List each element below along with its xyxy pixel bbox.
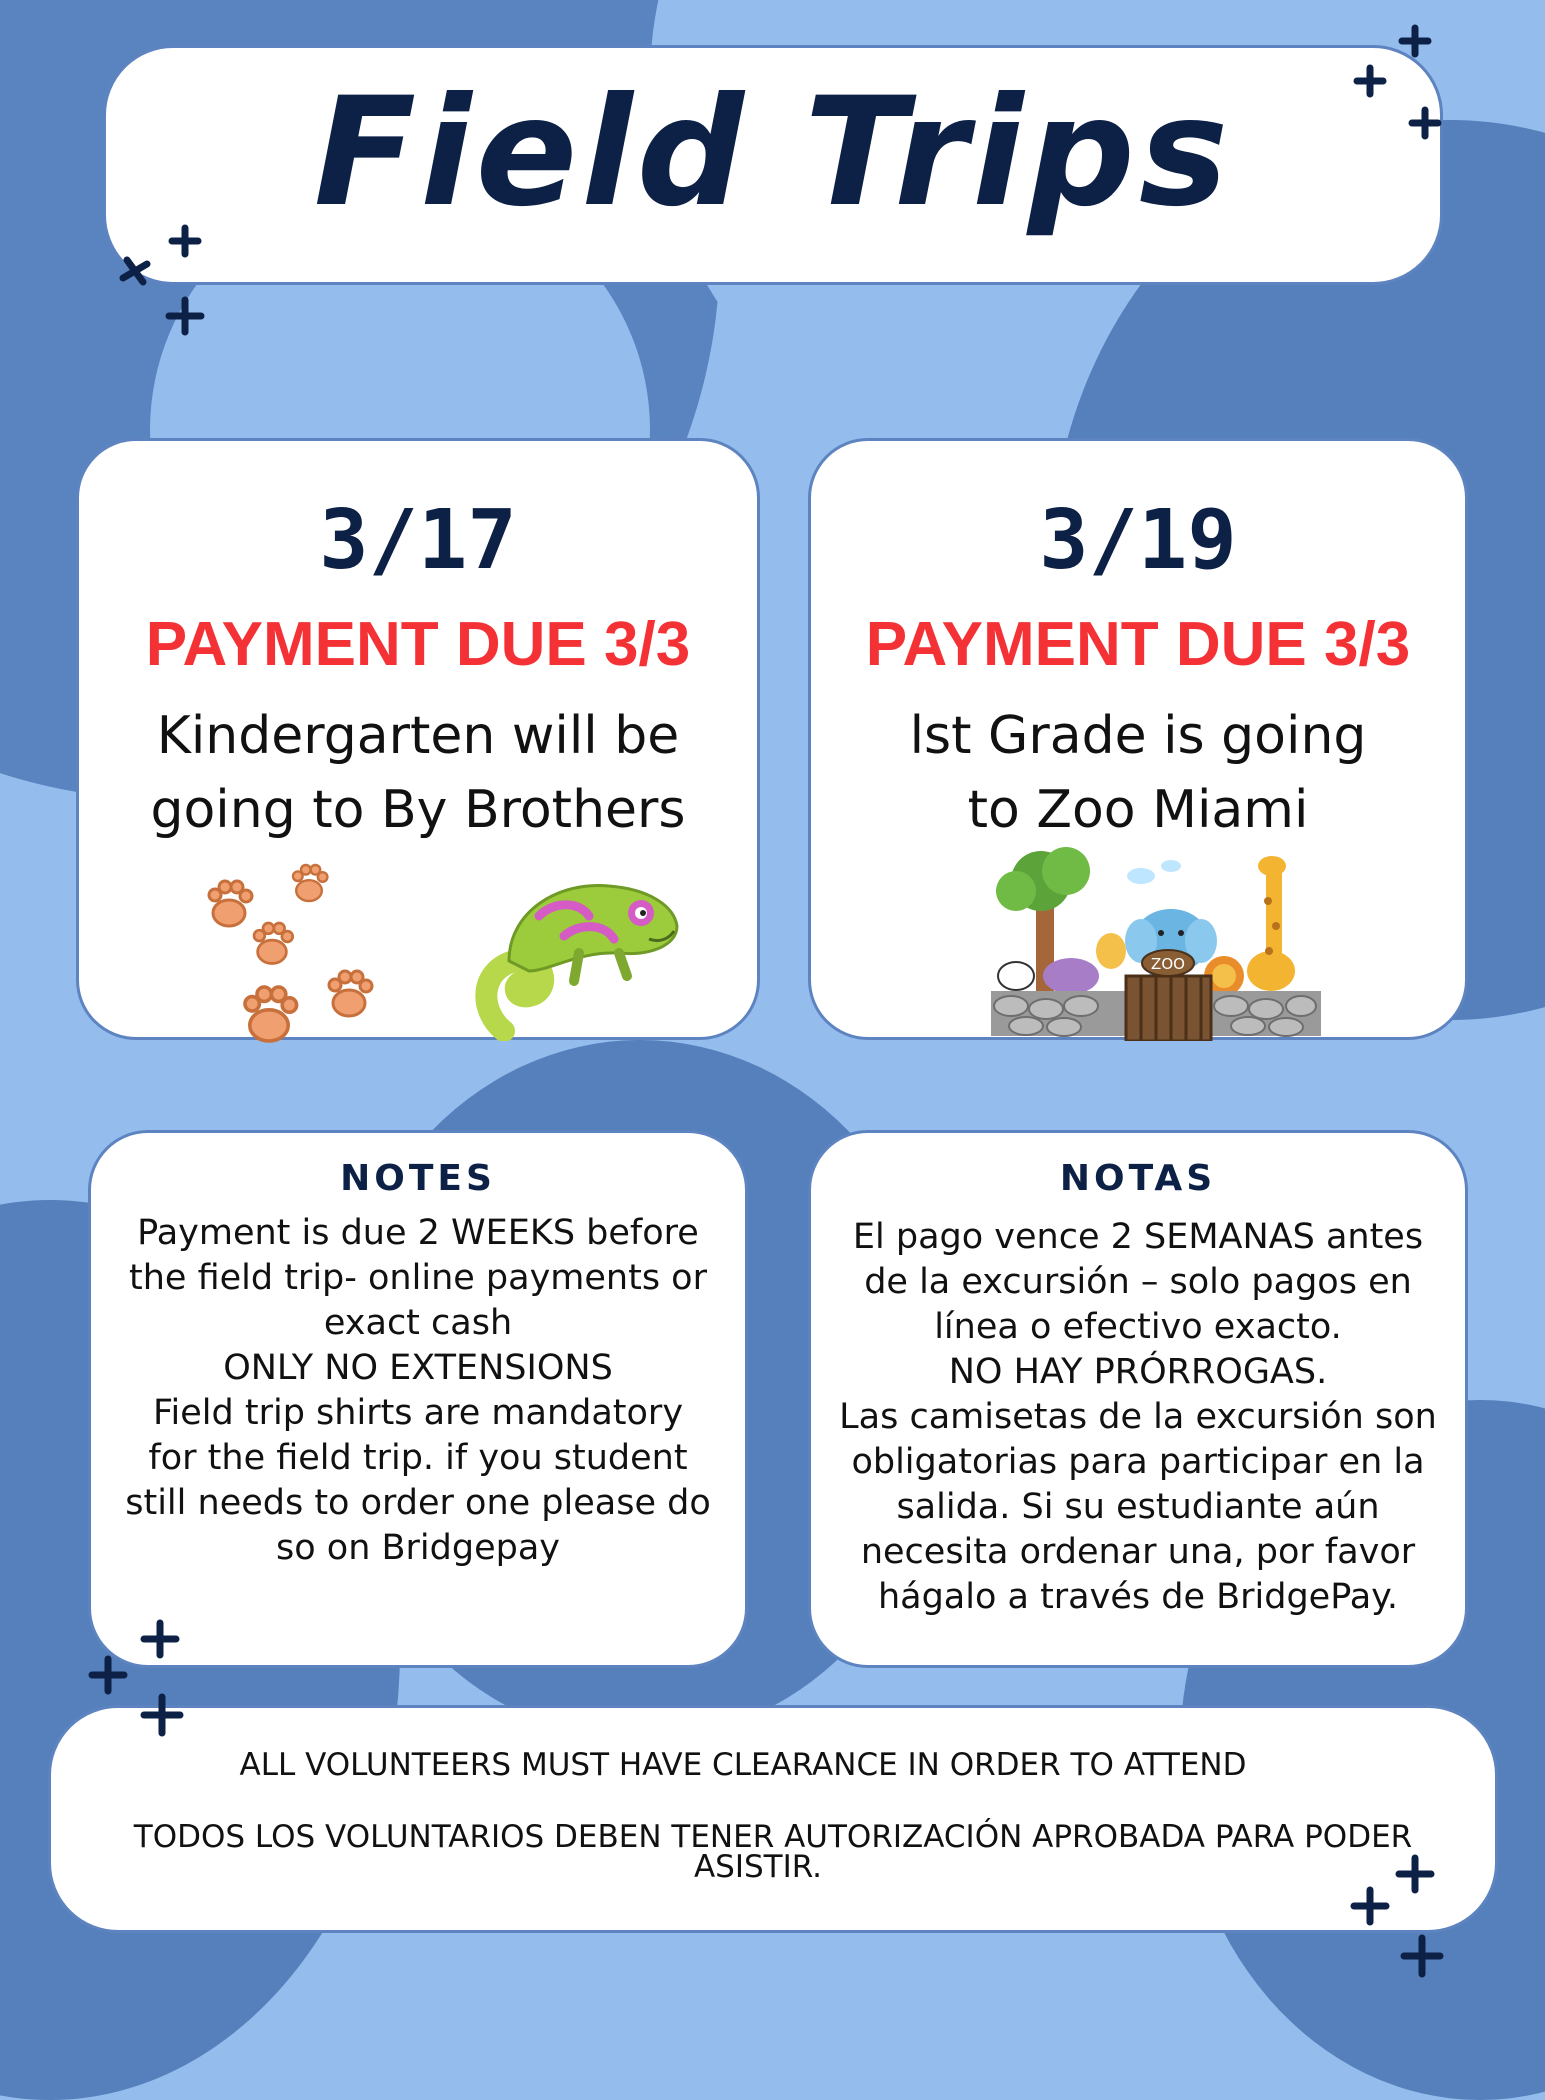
- volunteer-notice-spanish-line2: ASISTIR.: [693, 1849, 823, 1885]
- notas-line: Las camisetas de la excursión son: [839, 1397, 1437, 1437]
- notes-line: the field trip- online payments or: [129, 1258, 707, 1298]
- notes-heading: NOTES: [340, 1158, 496, 1199]
- notas-heading: NOTAS: [1059, 1158, 1217, 1199]
- volunteer-notice-spanish-line1: TODOS LOS VOLUNTARIOS DEBEN TENER AUTORIZACIÓN APROBADA PARA PODER: [133, 1819, 1413, 1855]
- sparkle-icon: [105, 220, 215, 350]
- payment-due: PAYMENT DUE 3/3: [865, 610, 1411, 679]
- zoo-sign: ZOO: [1151, 955, 1185, 973]
- notas-line: obligatorias para participar en la: [851, 1442, 1425, 1482]
- notas-text: [811, 1215, 1465, 1620]
- notes-card-spanish: [808, 1130, 1468, 1668]
- page-title: Field Trips: [313, 66, 1233, 240]
- notes-line: Field trip shirts are mandatory: [152, 1393, 684, 1433]
- trip-description-line1: Kindergarten will be: [156, 706, 680, 766]
- notes-text: [91, 1211, 745, 1571]
- notes-line: so on Bridgepay: [276, 1528, 560, 1568]
- notes-line: exact cash: [323, 1303, 513, 1343]
- notas-line: salida. Si su estudiante aún: [896, 1487, 1380, 1527]
- trip-card-kindergarten: [76, 438, 760, 1040]
- zoo-animals-icon: [986, 841, 1326, 1041]
- notes-line: still needs to order one please do: [125, 1483, 711, 1523]
- sparkle-icon: [80, 1615, 200, 1745]
- trip-date: 3/19: [1039, 493, 1237, 588]
- notes-line: ONLY NO EXTENSIONS: [223, 1348, 613, 1388]
- notas-line: NO HAY PRÓRROGAS.: [948, 1352, 1328, 1392]
- trip-description-line2: going to By Brothers: [150, 780, 686, 840]
- trip-description-line1: lst Grade is going: [909, 706, 1367, 766]
- sparkle-icon: [1340, 20, 1460, 140]
- notes-line: for the field trip. if you student: [148, 1438, 688, 1478]
- trip-date: 3/17: [319, 493, 517, 588]
- paw-prints-icon: [199, 861, 499, 1051]
- payment-due: PAYMENT DUE 3/3: [145, 610, 691, 679]
- trip-card-first-grade: [808, 438, 1468, 1040]
- volunteer-notice-english: ALL VOLUNTEERS MUST HAVE CLEARANCE IN ORDER TO ATTEND: [239, 1747, 1247, 1783]
- notas-line: de la excursión – solo pagos en: [864, 1262, 1412, 1302]
- notas-line: El pago vence 2 SEMANAS antes: [852, 1217, 1424, 1257]
- notes-card-english: [88, 1130, 748, 1668]
- title-card: [103, 45, 1443, 285]
- notas-line: hágalo a través de BridgePay.: [877, 1577, 1399, 1617]
- volunteer-notice-card: [48, 1705, 1498, 1933]
- notes-line: Payment is due 2 WEEKS before: [137, 1213, 699, 1253]
- sparkle-icon: [1340, 1850, 1460, 1990]
- notas-line: necesita ordenar una, por favor: [860, 1532, 1416, 1572]
- notas-line: línea o efectivo exacto.: [934, 1307, 1342, 1347]
- trip-description-line2: to Zoo Miami: [967, 780, 1309, 840]
- chameleon-icon: [469, 861, 689, 1041]
